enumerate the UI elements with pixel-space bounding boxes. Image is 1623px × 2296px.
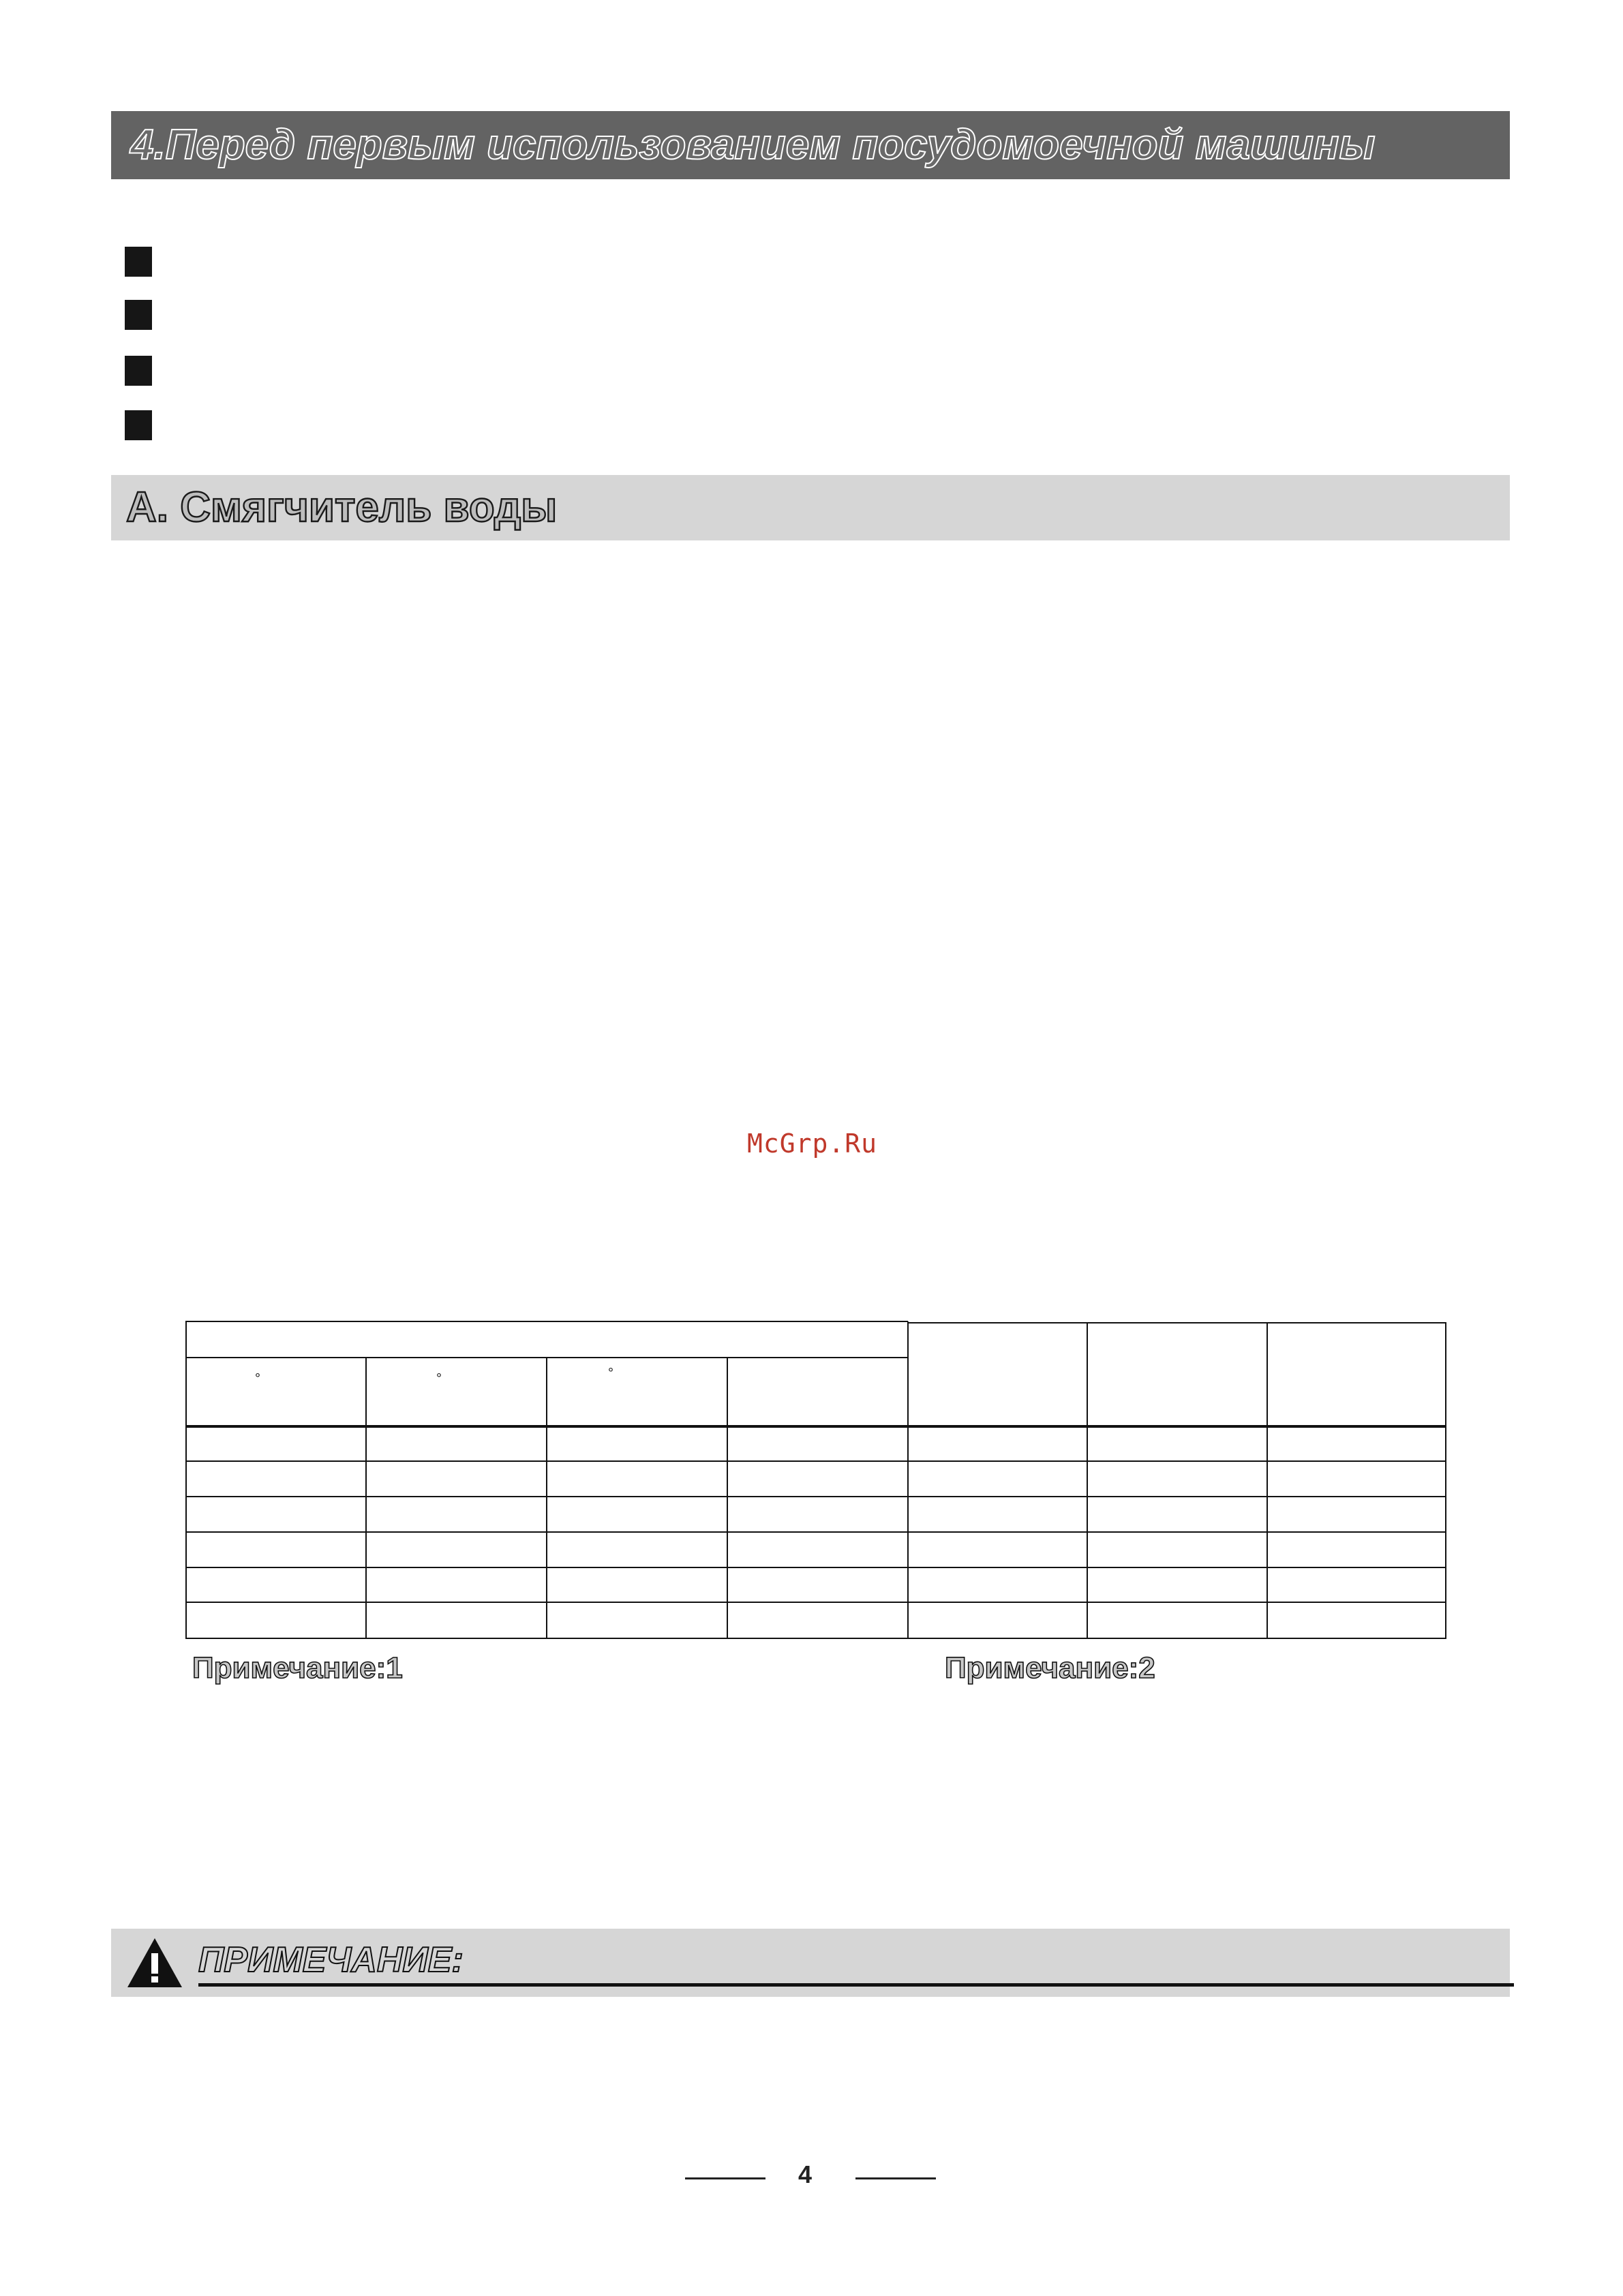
bullet-square-icon <box>125 356 152 386</box>
main-header <box>111 111 1510 179</box>
watermark-text: McGrp.Ru <box>747 1129 878 1159</box>
degree-symbol: ° <box>608 1366 613 1381</box>
page-number-rule-left <box>685 2177 765 2179</box>
bullet-square-icon <box>125 300 152 330</box>
page-number: 4 <box>798 2160 813 2188</box>
page-number-rule-right <box>855 2177 936 2179</box>
table-grid <box>185 1321 1446 1640</box>
page-title: 4.Перед первым использованием посудомоечной машины <box>130 121 1376 168</box>
warning-label: ПРИМЕЧАНИЕ: <box>198 1940 464 1980</box>
note-2-label: Примечание:2 <box>945 1651 1155 1685</box>
degree-symbol: ° <box>436 1371 442 1386</box>
note-1-label: Примечание:1 <box>192 1651 403 1685</box>
bullet-square-icon <box>125 247 152 277</box>
section-header-water-softener <box>111 475 1510 540</box>
section-title: А. Смягчитель воды <box>126 484 558 531</box>
warning-triangle-icon <box>126 1937 183 1989</box>
water-hardness-table <box>185 1321 1446 1640</box>
warning-underline <box>198 1983 1514 1987</box>
warning-bar <box>111 1929 1510 1997</box>
bullet-square-icon <box>125 410 152 440</box>
degree-symbol: ° <box>255 1371 260 1386</box>
